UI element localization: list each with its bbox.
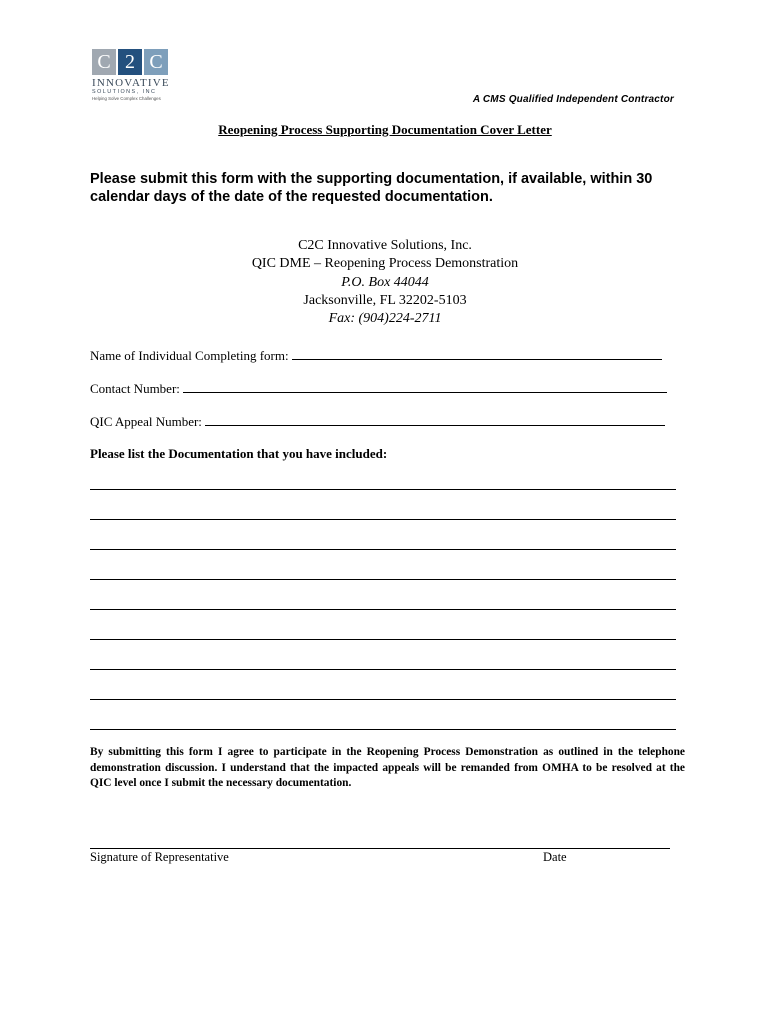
documentation-line[interactable] [90, 699, 676, 700]
documentation-line[interactable] [90, 729, 676, 730]
name-field [90, 347, 662, 364]
name-field-label: Name of Individual Completing form: [90, 348, 289, 363]
contractor-tagline: A CMS Qualified Independent Contractor [472, 94, 674, 105]
logo-tagline: Helping Solve Complex Challenges [92, 96, 161, 101]
logo-letter-3: C [144, 49, 168, 75]
address-fax: Fax: (904)224-2711 [328, 311, 442, 327]
documentation-line[interactable] [90, 489, 676, 490]
document-title: Reopening Process Supporting Documentation Cover Letter [218, 122, 552, 137]
logo-mark [92, 49, 174, 75]
logo-letter-2: 2 [118, 49, 142, 75]
signature-line[interactable] [90, 848, 670, 849]
address-company: C2C Innovative Solutions, Inc. [298, 238, 472, 253]
contact-field-label: Contact Number: [90, 381, 180, 396]
documentation-line[interactable] [90, 519, 676, 520]
mailing-address [0, 237, 770, 328]
address-city: Jacksonville, FL 32202-5103 [303, 292, 467, 308]
appeal-field [90, 413, 665, 430]
logo-letter-1: C [92, 49, 116, 75]
name-field-input-line[interactable] [292, 347, 662, 360]
agreement-text: By submitting this form I agree to participate in the Reopening Process Demonstration as outlined in the telephone demonstration discussion. I understand that the impacted appeals will be remanded from OMHA to be resolved at the QIC level once I submit the necessary documentation. [90, 746, 685, 789]
logo-subword: SOLUTIONS, INC [92, 89, 157, 95]
address-program: QIC DME – Reopening Process Demonstration [251, 256, 519, 272]
appeal-field-label: QIC Appeal Number: [90, 414, 202, 429]
date-label: Date [543, 850, 567, 864]
instruction-text: Please submit this form with the supporting documentation, if available, within 30 calendar days of the date of the requested documentation. [90, 171, 653, 205]
documentation-line[interactable] [90, 549, 676, 550]
contact-field-input-line[interactable] [183, 380, 667, 393]
documentation-list-heading: Please list the Documentation that you have included: [90, 446, 388, 461]
documentation-line[interactable] [90, 579, 676, 580]
documentation-line[interactable] [90, 639, 676, 640]
logo-wordmark: INNOVATIVE [92, 77, 170, 89]
contact-field [90, 380, 667, 397]
appeal-field-input-line[interactable] [205, 413, 665, 426]
address-po-box: P.O. Box 44044 [341, 274, 429, 290]
signature-label: Signature of Representative [90, 850, 229, 864]
documentation-line[interactable] [90, 669, 676, 670]
company-logo [92, 49, 174, 102]
documentation-line[interactable] [90, 609, 676, 610]
